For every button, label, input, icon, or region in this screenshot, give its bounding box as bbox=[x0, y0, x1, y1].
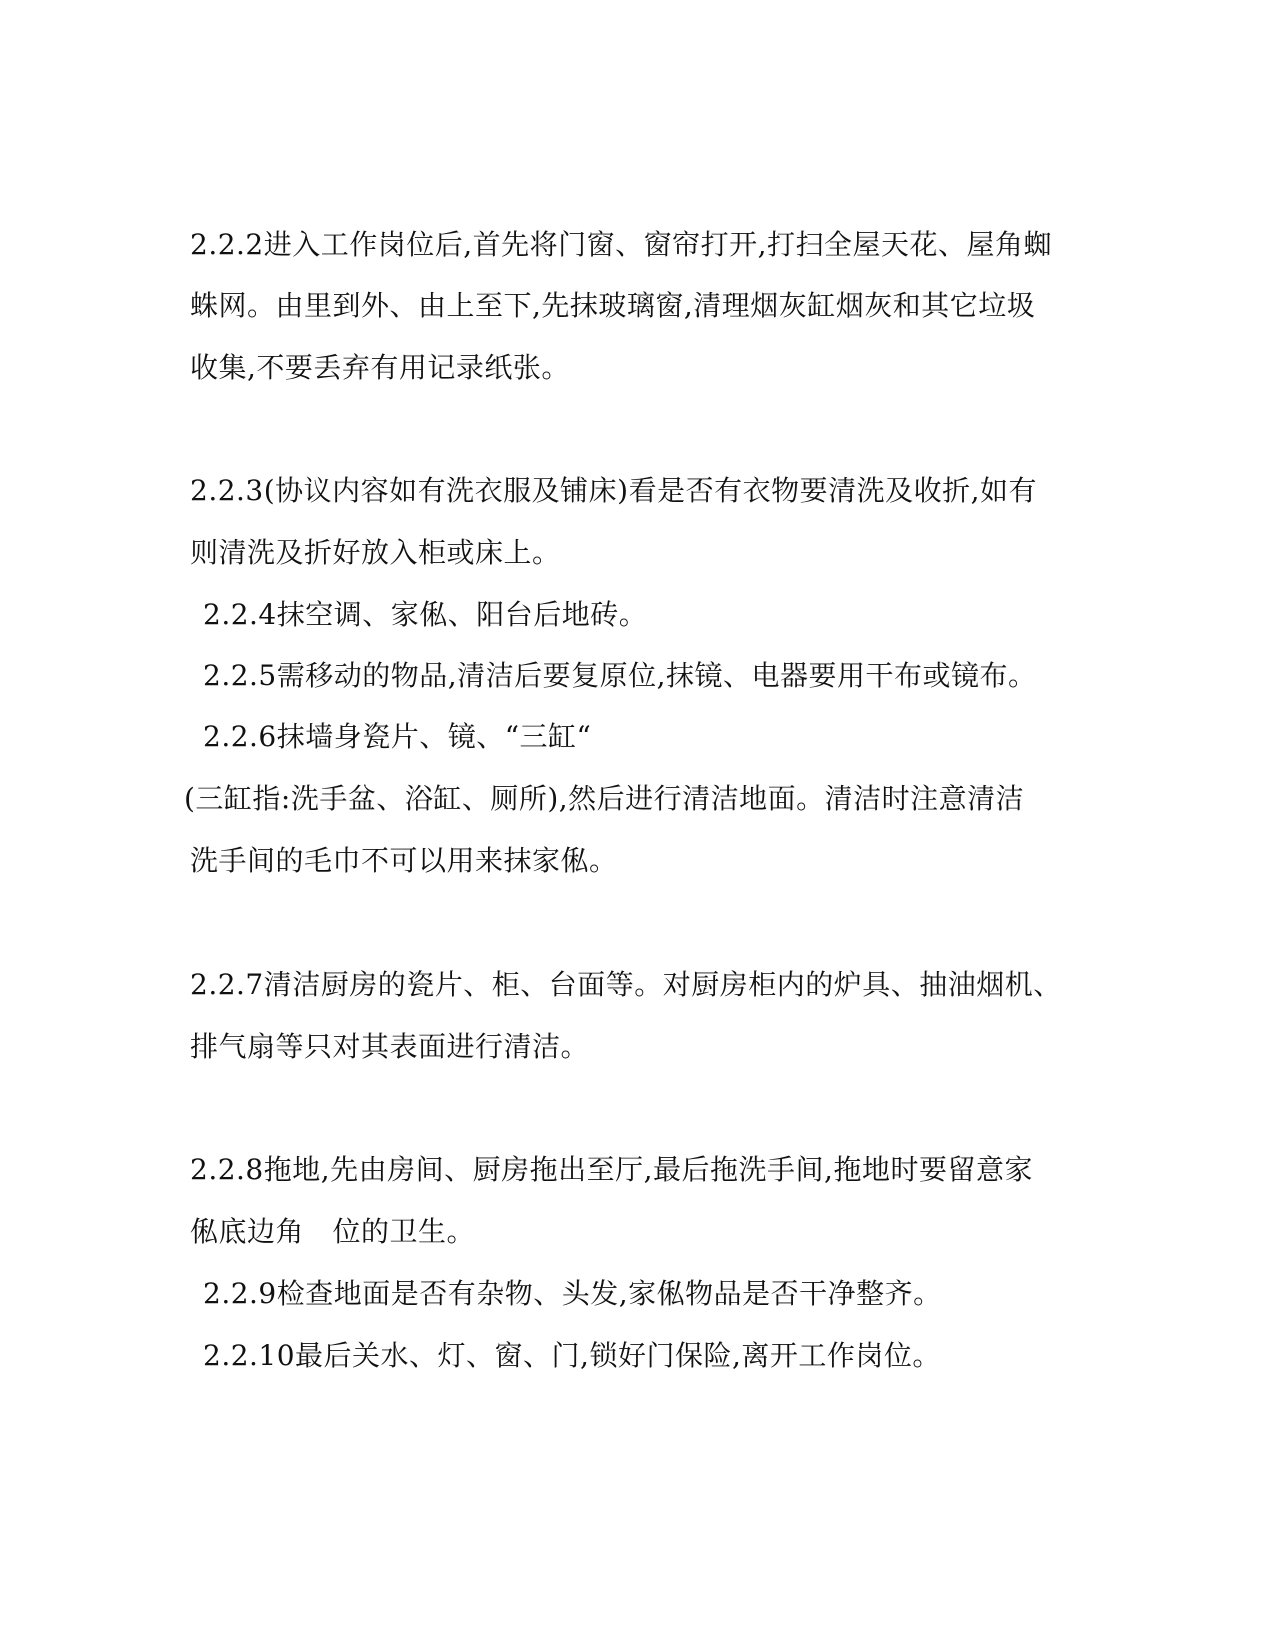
text-line: 排气扇等只对其表面进行清洁。 bbox=[190, 1030, 590, 1063]
text-line: 则清洗及折好放入柜或床上。 bbox=[190, 536, 561, 569]
text-line: 2.2.6抹墙身瓷片、镜、“三缸“ bbox=[203, 720, 592, 753]
text-line: 2.2.8拖地,先由房间、厨房拖出至厅,最后拖洗手间,拖地时要留意家 bbox=[190, 1153, 1033, 1186]
text-line: 收集,不要丢弃有用记录纸张。 bbox=[190, 351, 570, 384]
text-line: 2.2.10最后关水、灯、窗、门,锁好门保险,离开工作岗位。 bbox=[203, 1339, 941, 1372]
text-line: 2.2.3(协议内容如有洗衣服及铺床)看是否有衣物要清洗及收折,如有 bbox=[190, 474, 1037, 507]
text-line: 洗手间的毛巾不可以用来抹家俬。 bbox=[190, 844, 618, 877]
text-line: 2.2.2进入工作岗位后,首先将门窗、窗帘打开,打扫全屋天花、屋角蜘 bbox=[190, 228, 1053, 261]
text-line: (三缸指:洗手盆、浴缸、厕所),然后进行清洁地面。清洁时注意清洁 bbox=[184, 782, 1025, 815]
text-line: 2.2.5需移动的物品,清洁后要复原位,抹镜、电器要用干布或镜布。 bbox=[203, 659, 1037, 692]
text-line: 2.2.4抹空调、家俬、阳台后地砖。 bbox=[203, 598, 648, 631]
text-line: 蛛网。由里到外、由上至下,先抹玻璃窗,清理烟灰缸烟灰和其它垃圾 bbox=[190, 289, 1036, 322]
text-line: 2.2.7清洁厨房的瓷片、柜、台面等。对厨房柜内的炉具、抽油烟机、 bbox=[190, 968, 1062, 1001]
text-line: 2.2.9检查地面是否有杂物、头发,家俬物品是否干净整齐。 bbox=[203, 1277, 942, 1310]
text-line: 俬底边角 位的卫生。 bbox=[190, 1215, 476, 1248]
